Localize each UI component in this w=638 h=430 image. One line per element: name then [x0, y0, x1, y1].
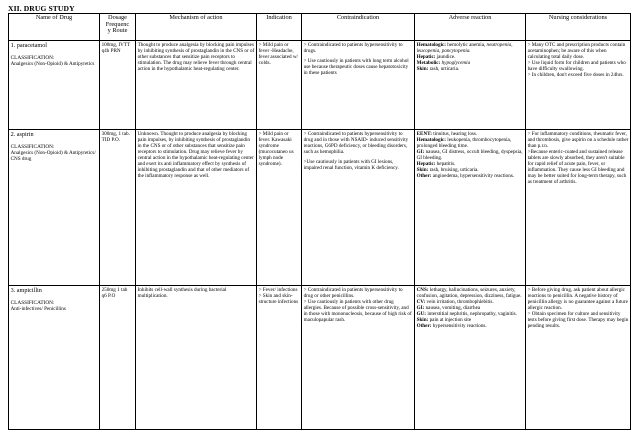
adverse-label: CNS: [416, 286, 429, 293]
adverse-text: hepatitis. [435, 160, 456, 167]
header-contraindication: Contraindication [302, 14, 415, 41]
drug-name-cell [9, 41, 100, 130]
adverse-text: nausea, GI distress, occult bleeding, dyspepsia, GI bleeding. [416, 148, 523, 161]
adverse-reaction-cell [415, 286, 526, 430]
header-dosage-line: Dosage [108, 14, 127, 21]
text-line: > Before giving drug, ask patient about allergic reactions to penicillin. A negative history of penicillin allergy is no guarantee against a future allergic reaction. [527, 286, 628, 311]
mechanism-cell: Inhibits cell-wall synthesis during bacterial multiplication. [136, 286, 257, 430]
nursing-considerations-cell [526, 41, 631, 130]
adverse-italic: hypoglycemia [441, 59, 471, 66]
contraindication-cell [302, 41, 415, 130]
contraindication-cell [302, 130, 415, 286]
drug-row [9, 130, 631, 286]
adverse-label: Hepatic: [416, 160, 436, 167]
mechanism-cell: Unknown. Thought to produce analgesia by blocking pain impulses, by inhibiting synthesis of prostaglandin in the CNS or of other substances that sensitize pain receptors to stimulation. Drug may relieve fever by central action in the hypothalamic heat-regulating center and exert its anti inflammatory effect by synthesis of inhibiting prostaglandin and that of other mediators of the inflammatory response as well. [136, 130, 257, 286]
drug-name: 3. ampicillin [10, 286, 42, 294]
adverse-entry [417, 149, 524, 161]
classification-value: Analgesics (Non-Opioid) & Antipyretics/ CNS drug [10, 149, 96, 162]
adverse-reaction-cell [415, 41, 526, 130]
adverse-text: interstitial nephritis, nephropathy, vaginitis. [426, 310, 517, 317]
header-dosage [100, 14, 136, 41]
adverse-label: Hematologic: [416, 136, 446, 143]
nursing-considerations-cell [526, 286, 631, 430]
classification-label: CLASSIFICATION: [10, 299, 55, 306]
classification-value: Analgesics (Non-Opioid) & Antipyretics [10, 60, 95, 67]
header-name-of-drug: Name of Drug [9, 14, 100, 41]
mechanism-cell: Thought to produce analgesia by blocking pain impulses by inhibiting synthesis of prostaglandin in the CNS or of other substances that sensitize pain receptors to stimulation. The drug may relieve fever through central action in the hypothalamic heat-regulating center. [136, 41, 257, 130]
adverse-label: Other: [416, 322, 432, 329]
text-line: >Use cautiously in patients with GI lesions, impaired renal function, vitamin K deficiency. [303, 158, 399, 171]
text-line: > Many OTC and prescription products contain acetaminophen; be aware of this when calculating total daily dose. [527, 41, 626, 60]
adverse-entry [417, 66, 524, 72]
classification-label: CLASSIFICATION: [10, 143, 55, 150]
adverse-text: pain at injection site [428, 316, 472, 323]
text-line: > Use cautiously in patients with other drug allergies. Because of possible cross-sensitivity, and in those with mononucleosis, because of high risk of maculopapular rash. [303, 298, 412, 323]
adverse-label: GI: [416, 304, 425, 311]
adverse-entry [417, 42, 524, 54]
indication-cell: > Fever/ infections > Skin and skin-structure infections [257, 286, 302, 430]
adverse-label: Skin: [416, 65, 429, 72]
text-line: > Contraindicated in patients hypersensitivity to drug or other penicillins. [303, 286, 403, 299]
dosage-cell: 300mg, 1 tab. TID P.O. [100, 130, 136, 286]
drug-row [9, 286, 631, 430]
drug-study-table [8, 13, 631, 430]
adverse-label: Hematologic: [416, 41, 446, 48]
adverse-text: angioedema, hypersensitivity reactions. [431, 172, 515, 179]
document-title: XII. DRUG STUDY [8, 4, 75, 13]
classification-value: Anti-infectives/ Penicillins [10, 305, 66, 312]
adverse-label: Skin: [416, 316, 429, 323]
adverse-label: GI: [416, 148, 425, 155]
header-dosage-line: y Route [107, 27, 128, 35]
text-line: > Contraindicated to patients hypersensitivity to drug and in those with NSAID- induced sensitivity reactions, G6PD deficiency, or bleeding disorders, such as hemophilia. [303, 130, 409, 155]
adverse-label: GU: [416, 310, 427, 317]
header-nursing-considerations: Nursing considerations [526, 14, 631, 41]
adverse-label: CV: [416, 298, 426, 305]
indication-cell: > Mild pain or fever -Headache, fever associated w/ colds. [257, 41, 302, 130]
drug-name: 2. aspirin [10, 130, 34, 138]
adverse-italic: neutropenia, leucopenia, pancytopenia. [416, 41, 513, 54]
drug-name-cell [9, 286, 100, 430]
text-line: >Because enteric-coated and sustained release tablets are slowly absorbed, they aren't suitable for rapid relief of acute pain, fever, or inflammation. They cause less GI bleeding and may be better suited for long-term therapy, such as treatment of arthritis. [527, 148, 627, 185]
adverse-entry [417, 287, 524, 299]
table-header-row [9, 14, 631, 41]
indication-cell: > Mild pain or fever. Kawasaki syndrome (mucocutaneo us lymph node syndrome). [257, 130, 302, 286]
adverse-label: Hepatic: [416, 53, 436, 60]
adverse-text: nausea, vomiting, diarrhea [424, 304, 481, 311]
adverse-text: rash, urticaria. [428, 65, 460, 72]
adverse-entry [417, 137, 524, 149]
text-line: > Use cautiously in patients with long term alcohol use because therapeutic doses cause hepatotoxicity in these patients [303, 57, 409, 76]
drug-name-cell [9, 130, 100, 286]
adverse-label: EENT: [416, 130, 432, 137]
nursing-considerations-cell [526, 130, 631, 286]
header-dosage-line: Frequenc [105, 20, 130, 28]
adverse-entry [417, 323, 524, 329]
adverse-text: hemolytic anemia, [446, 41, 487, 48]
adverse-text: jaundice. [435, 53, 456, 60]
contraindication-cell [302, 286, 415, 430]
adverse-text: tinnitus, hearing loss. [431, 130, 478, 137]
drug-table-body [9, 41, 631, 430]
text-line: > For inflammatory conditions, rheumatic fever, and thrombosis, give aspirin on a schedule rather than p.r.n. [527, 130, 629, 149]
text-line: > Obtain specimen for culture and sensitivity tests before giving first dose. Therapy may begin pending results. [527, 310, 629, 329]
adverse-label: Metabolic: [416, 59, 441, 66]
dosage-cell: 250mg 1 tab q6 P.O [100, 286, 136, 430]
adverse-text: rash, bruising, urticaria. [428, 166, 479, 173]
header-indication: Indication [257, 14, 302, 41]
adverse-text: vein irritation, thrombophlebitis. [425, 298, 494, 305]
drug-row [9, 41, 631, 130]
text-line: > Contraindicated to patients hypersensitivity to drugs. [303, 41, 403, 54]
adverse-reaction-cell [415, 130, 526, 286]
classification-label: CLASSIFICATION: [10, 54, 55, 61]
adverse-text: leukopenia, thrombocytopenia, prolonged bleeding time. [416, 136, 512, 149]
text-line: > In children, don't exceed five doses in 24hrs. [527, 71, 624, 78]
text-line: > Use liquid form for children and patients who have difficulty swallowing. [527, 59, 626, 72]
adverse-label: Skin: [416, 166, 429, 173]
adverse-text: lethargy, hallucinations, seizures, anxiety, confusion, agitation, depression, dizziness, fatigue. [416, 286, 522, 299]
adverse-label: Other: [416, 172, 432, 179]
header-mechanism: Mechanism of action [136, 14, 257, 41]
header-adverse-reaction: Adverse reaction [415, 14, 526, 41]
drug-name: 1. paracetamol [10, 41, 48, 49]
adverse-text: hypersensitivity reactions. [431, 322, 487, 329]
dosage-cell: 100mg, IVTT q4h PRN [100, 41, 136, 130]
adverse-entry [417, 173, 524, 179]
